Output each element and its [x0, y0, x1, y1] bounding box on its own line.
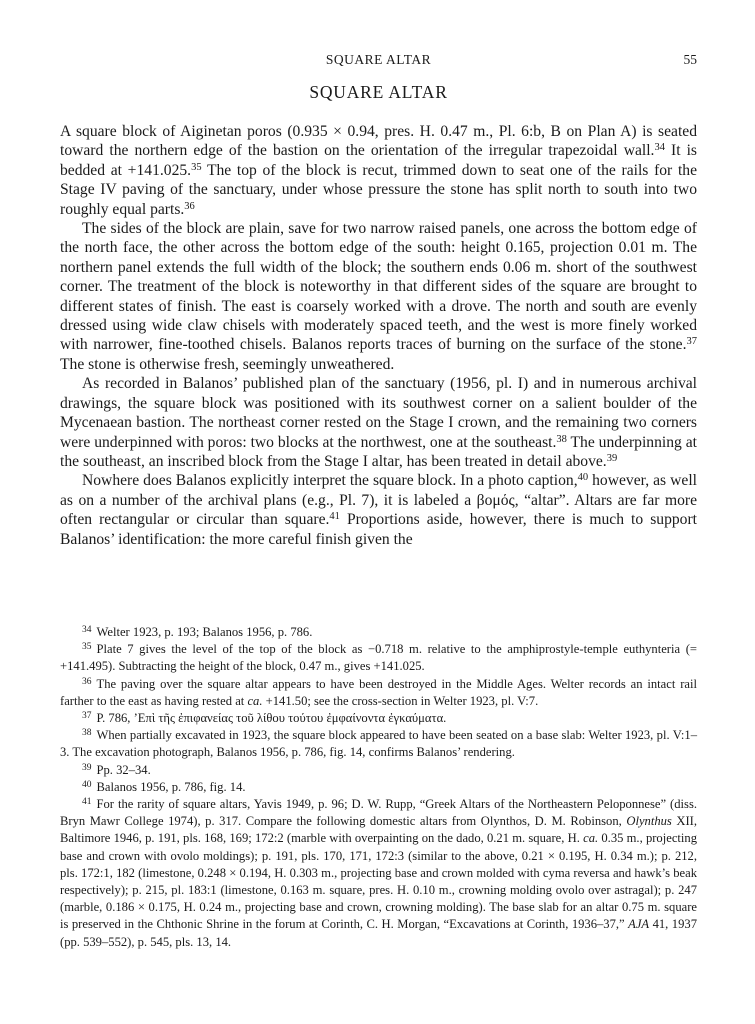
footnote-text: P. 786, ’Επὶ τῆς ἐπιφανείας τοῦ λίθου τούτου ἐμφαίνοντα ἐγκαύματα.: [96, 711, 447, 726]
section-title: SQUARE ALTAR: [309, 82, 448, 102]
paragraph: [60, 122, 697, 219]
footnote-number: 41: [82, 797, 92, 808]
footnote-text: Welter 1923, p. 193; Balanos 1956, p. 786.: [96, 625, 313, 639]
footnote-ref[interactable]: 39: [606, 452, 618, 464]
page-number: 55: [683, 52, 697, 67]
footnote-text: Pp. 32–34.: [96, 762, 151, 777]
paragraph-text: Proportions aside, however, there is much to support Balanos’ identification: the more careful finish given the: [60, 511, 698, 548]
footnote: [60, 641, 697, 675]
footnote-text: For the rarity of square altars, Yavis 1949, p. 96; D. W. Rupp, “Greek Altars of the Northeastern Peloponnese” (diss. Bryn Mawr College 1974), p. 317. Compare the following domestic altars from Olynthos, D. M. Robinson,: [60, 797, 697, 829]
footnotes: [60, 624, 697, 951]
footnote-text: +141.50; see the cross-section in Welter 1923, pl. V:7.: [262, 693, 539, 708]
paragraph: [60, 471, 697, 549]
paragraph-text: Nowhere does Balanos explicitly interpret the square block. In a photo caption,: [82, 472, 578, 490]
footnote-italic-text: ca.: [583, 831, 599, 846]
footnote-number: 37: [82, 711, 92, 722]
footnote-text: Balanos 1956, p. 786, fig. 14.: [96, 779, 246, 794]
paragraph: [60, 219, 697, 374]
footnote: [60, 710, 697, 727]
body-text: [60, 122, 697, 549]
footnote: [60, 624, 697, 641]
paragraph-text: The stone is otherwise fresh, seemingly unweathered.: [60, 355, 395, 373]
footnote-number: 38: [82, 728, 92, 739]
footnote-italic-text: ca.: [247, 693, 263, 708]
footnote-ref[interactable]: 37: [686, 336, 697, 348]
footnote-ref[interactable]: 36: [184, 200, 195, 212]
paragraph-text: The underpinning at the southeast, an inscribed block from the Stage I altar, has been treated in detail above.: [60, 433, 697, 470]
footnote-ref[interactable]: 34: [654, 142, 665, 154]
footnote-ref[interactable]: 40: [577, 472, 589, 484]
footnote-italic-text: Olynthus: [626, 814, 672, 829]
paragraph-text: The sides of the block are plain, save for two narrow raised panels, one across the bottom edge of the north face, the other across the bottom edge of the south: height 0.165, projection 0.01 m. The northern panel extends the full width of the block; the southern ends 0.06 m. short of the southwest corner. The treatment of the block is noteworthy in that different sides of the square are brought to different states of finish. The east is coarsely worked with a drove. The north and south are evenly dressed using wide claw chisels with moderately spaced teeth, and the west is more finely worked with narrower, fine-toothed chisels. Balanos reports traces of burning on the surface of the stone.: [60, 220, 697, 354]
footnote-text: 0.35 m., projecting base and crown with ovolo moldings); p. 191, pls. 170, 171, 172:3 (similar to the above, 0.21 × 0.195, H. 0.34 m.); p. 212, pls. 172:1, 182 (limestone, 0.248 × 0.194, H. 0.303 m., projecting base and crown molded with cyma reversa and hawk’s beak respectively); p. 215, pl. 183:1 (limestone, 0.163 m. square, pres. H. 0.10 m., crowning molding ovolo over astragal); p. 247 (marble, 0.186 × 0.175, H. 0.24 m., projecting base and crown, crowning molding). The base slab for an altar 0.75 m. square is preserved in the Chthonic Shrine in the forum at Corinth, C. H. Morgan, “Excavations at Corinth, 1936–37,”: [60, 831, 697, 932]
footnote: [60, 762, 697, 779]
footnote-text: When partially excavated in 1923, the square block appeared to have been seated on a base slab: Welter 1923, pl. V:1–3. The excavation photograph, Balanos 1956, p. 786, fig. 14, confirms Balanos’ rendering.: [60, 728, 697, 760]
footnote: [60, 727, 697, 761]
footnote-ref[interactable]: 38: [556, 433, 567, 445]
footnote: [60, 676, 697, 710]
footnote-ref[interactable]: 35: [191, 161, 202, 173]
footnote-number: 36: [82, 676, 92, 687]
footnote-number: 40: [82, 779, 92, 790]
footnote-text: XII, Baltimore 1946, p. 191, pls. 168, 169; 172:2 (marble with overpainting on the dado, 0.21 m. square, H.: [60, 814, 698, 846]
footnote-ref[interactable]: 41: [329, 511, 340, 523]
footnote-italic-text: AJA: [628, 917, 650, 932]
footnote-number: 34: [82, 625, 92, 635]
running-title: SQUARE ALTAR: [325, 52, 432, 67]
footnote-number: 39: [82, 762, 92, 773]
footnote-text: 41, 1937 (pp. 539–552), p. 545, pls. 13, 14.: [60, 917, 697, 949]
paragraph-text: A square block of Aiginetan poros (0.935 × 0.94, pres. H. 0.47 m., Pl. 6:b, B on Plan A) is seated toward the northern edge of the bastion on the orientation of the irregular trapezoidal wall.: [60, 123, 697, 160]
footnote-number: 35: [82, 642, 92, 653]
paragraph: [60, 374, 697, 471]
paragraph-text: It is bedded at +141.025.: [60, 142, 697, 179]
footnote: [60, 779, 697, 796]
running-head: [60, 52, 697, 70]
footnote-text: The paving over the square altar appears to have been destroyed in the Middle Ages. Welter records an intact rail farther to the east as having rested at: [60, 676, 697, 708]
paragraph-text: however, as well as on a number of the archival plans (e.g., Pl. 7), it is labeled a βομός, “altar”. Altars are far more often rectangular or circular than square.: [60, 472, 697, 529]
paragraph-text: As recorded in Balanos’ published plan of the sanctuary (1956, pl. I) and in numerous archival drawings, the square block was positioned with its southwest corner on a salient boulder of the Mycenaean bastion. The northeast corner rested on the Stage I crown, and the remaining two corners were underpinned with poros: two blocks at the northwest, one at the southeast.: [60, 375, 697, 451]
footnote-text: Plate 7 gives the level of the top of the block as −0.718 m. relative to the amphiprostyle-temple euthynteria (= +141.495). Subtracting the height of the block, 0.47 m., gives +141.025.: [60, 642, 697, 674]
paragraph-text: The top of the block is recut, trimmed down to seat one of the rails for the Stage IV paving of the sanctuary, under whose pressure the stone has split north to south into two roughly equal parts.: [60, 161, 697, 218]
footnote: [60, 796, 697, 951]
